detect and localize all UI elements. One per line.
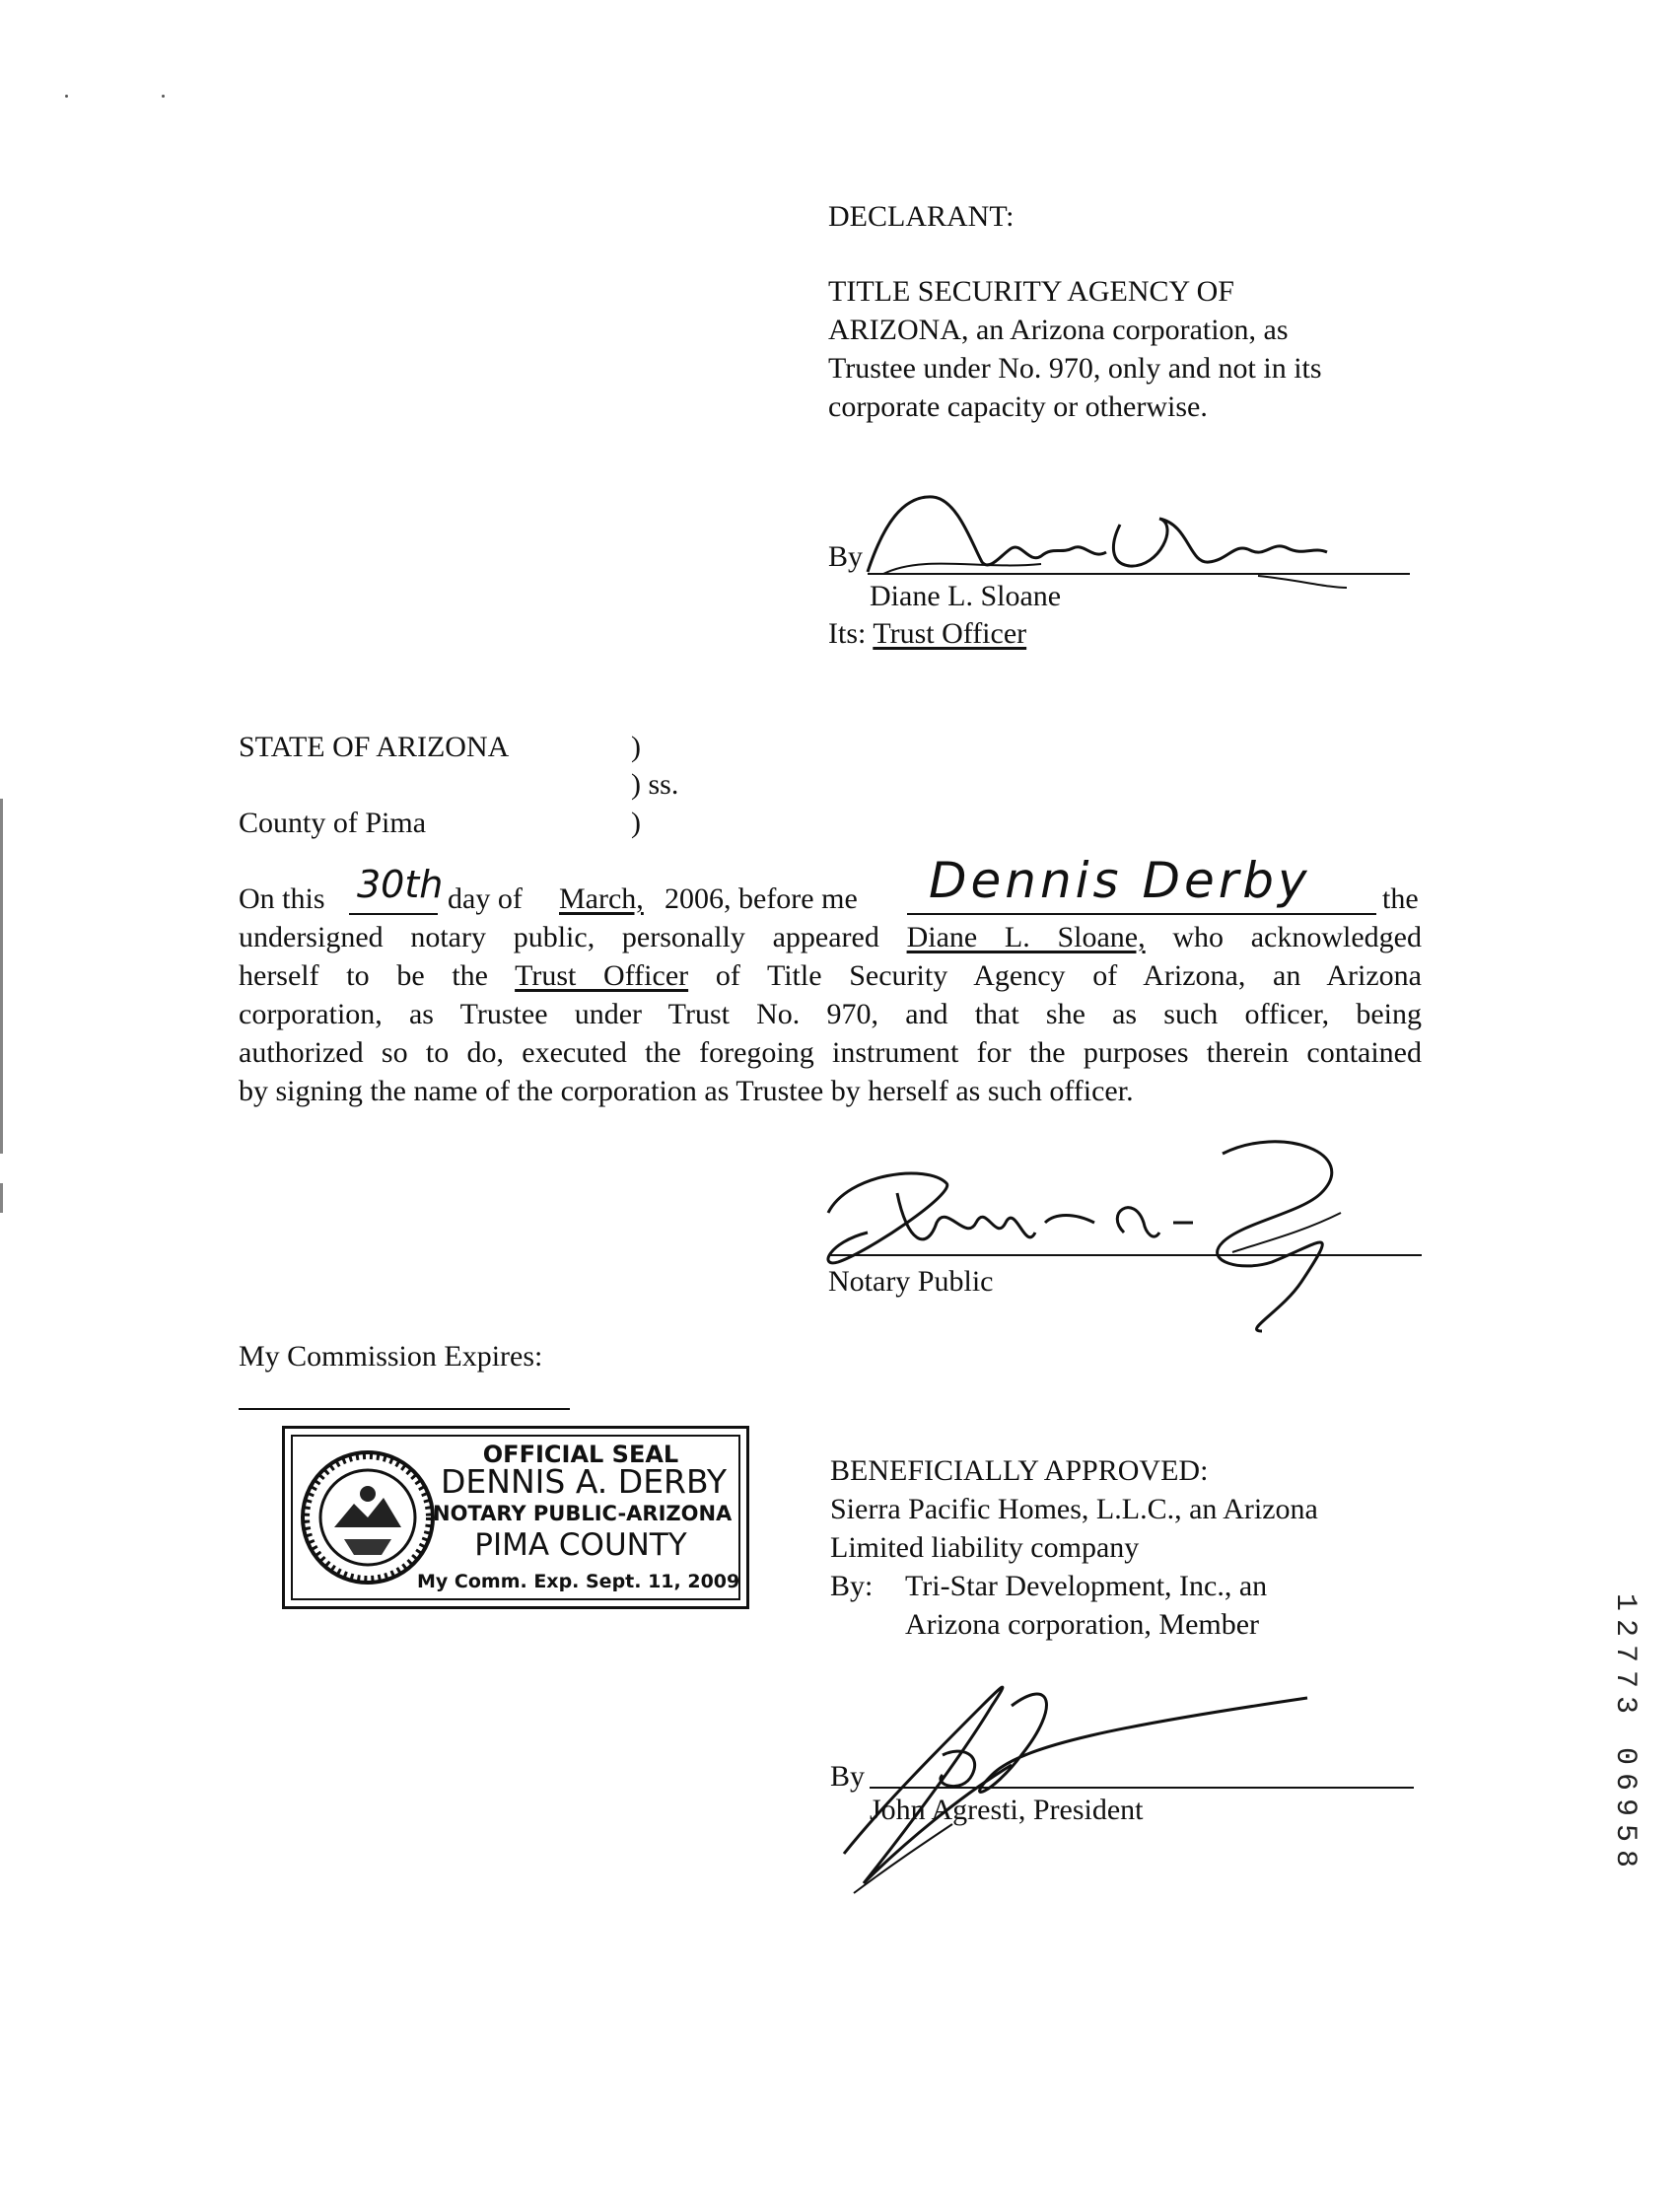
ack-line-2-pre: undersigned notary public, personally appeared xyxy=(239,921,879,953)
ack-day-line xyxy=(349,913,438,915)
recording-digit: 7 xyxy=(1608,1669,1642,1688)
approval-signature xyxy=(824,1647,1337,1903)
ack-line-5: authorized so to do, executed the foregoing instrument for the purposes therein contained xyxy=(239,1036,1422,1069)
ack-line-2-post: who acknowledged xyxy=(1172,921,1422,953)
ack-the: the xyxy=(1382,882,1419,915)
approval-heading: BENEFICIALLY APPROVED: xyxy=(830,1454,1209,1487)
recording-digit: 6 xyxy=(1608,1772,1642,1791)
recording-digit: 8 xyxy=(1608,1849,1642,1868)
venue-paren: ) xyxy=(631,807,641,839)
recording-digit: 9 xyxy=(1608,1797,1642,1816)
ack-line-3-post: of Title Security Agency of Arizona, an Arizona xyxy=(715,959,1422,992)
commission-label: My Commission Expires: xyxy=(239,1340,543,1373)
scan-speck xyxy=(162,95,165,98)
scan-speck xyxy=(65,95,68,98)
notary-label: Notary Public xyxy=(828,1265,994,1298)
approval-line-2: Limited liability company xyxy=(830,1531,1140,1564)
approval-by-label: By: xyxy=(830,1570,874,1602)
notary-signature-line xyxy=(828,1254,1422,1256)
commission-line xyxy=(239,1408,570,1410)
seal-line-3: NOTARY PUBLIC-ARIZONA xyxy=(433,1502,733,1525)
recording-number xyxy=(1605,1589,1645,1871)
recording-digit: 5 xyxy=(1608,1823,1642,1842)
ack-line-2 xyxy=(239,918,1422,956)
seal-line-1: OFFICIAL SEAL xyxy=(482,1441,679,1468)
declarant-entity-line: corporate capacity or otherwise. xyxy=(828,390,1208,423)
declarant-signer-name: Diane L. Sloane xyxy=(870,580,1062,612)
ack-line-4: corporation, as Trustee under Trust No. 970, and that she as such officer, being xyxy=(239,998,1422,1030)
ack-notary-handwritten: Dennis Derby xyxy=(929,852,1311,909)
recording-digit: 7 xyxy=(1608,1644,1642,1662)
seal-line-5: My Comm. Exp. Sept. 11, 2009 xyxy=(417,1571,740,1592)
ack-appeared-name: Diane L. Sloane, xyxy=(906,921,1146,953)
approval-signer: John Agresti, President xyxy=(870,1794,1144,1826)
ack-day-of: day of xyxy=(448,882,523,915)
ack-paragraph xyxy=(239,918,1422,1110)
ack-line-1 xyxy=(239,852,1422,918)
approval-line-3: Tri-Star Development, Inc., an xyxy=(905,1570,1268,1602)
ack-day-handwritten: 30th xyxy=(357,863,444,906)
ack-line-6: by signing the name of the corporation as Trustee by herself as such officer. xyxy=(239,1075,1134,1107)
its-label: Its: xyxy=(828,617,867,650)
declarant-by-label: By xyxy=(828,540,864,573)
ack-line-3-pre: herself to be the xyxy=(239,959,488,992)
scan-edge-mark xyxy=(0,799,3,1154)
venue-county: County of Pima xyxy=(239,807,427,839)
recording-digit: 2 xyxy=(1608,1618,1642,1637)
approval-line-1: Sierra Pacific Homes, L.L.C., an Arizona xyxy=(830,1493,1318,1525)
official-seal-stamp xyxy=(282,1426,749,1609)
ack-month: March, xyxy=(559,882,644,915)
scan-edge-mark xyxy=(0,1183,3,1213)
seal-line-4: PIMA COUNTY xyxy=(474,1527,687,1563)
ack-notary-line xyxy=(907,913,1376,915)
ack-line-3-title: Trust Officer xyxy=(515,959,689,992)
declarant-its-row xyxy=(828,614,1026,653)
its-title: Trust Officer xyxy=(873,617,1027,650)
recording-digit: 3 xyxy=(1608,1695,1642,1714)
declarant-entity-line: TITLE SECURITY AGENCY OF xyxy=(828,275,1234,308)
venue-paren-ss: ) ss. xyxy=(631,768,679,801)
ack-year-before-me: 2006, before me xyxy=(665,882,858,915)
recording-digit: 1 xyxy=(1608,1592,1642,1611)
declarant-entity-line: ARIZONA, an Arizona corporation, as xyxy=(828,314,1289,346)
seal-line-2: DENNIS A. DERBY xyxy=(441,1462,727,1501)
declarant-entity-line: Trustee under No. 970, only and not in its xyxy=(828,352,1322,385)
recording-digit: 0 xyxy=(1608,1746,1642,1765)
declarant-heading: DECLARANT: xyxy=(828,200,1015,233)
venue-paren: ) xyxy=(631,731,641,763)
arizona-state-seal-icon xyxy=(299,1448,437,1586)
ack-line-3 xyxy=(239,956,1422,995)
ack-on-this: On this xyxy=(239,882,325,915)
approval-sign-by-label: By xyxy=(830,1760,866,1793)
notary-signature xyxy=(808,1134,1400,1331)
approval-line-4: Arizona corporation, Member xyxy=(905,1608,1260,1641)
venue-state: STATE OF ARIZONA xyxy=(239,731,510,763)
